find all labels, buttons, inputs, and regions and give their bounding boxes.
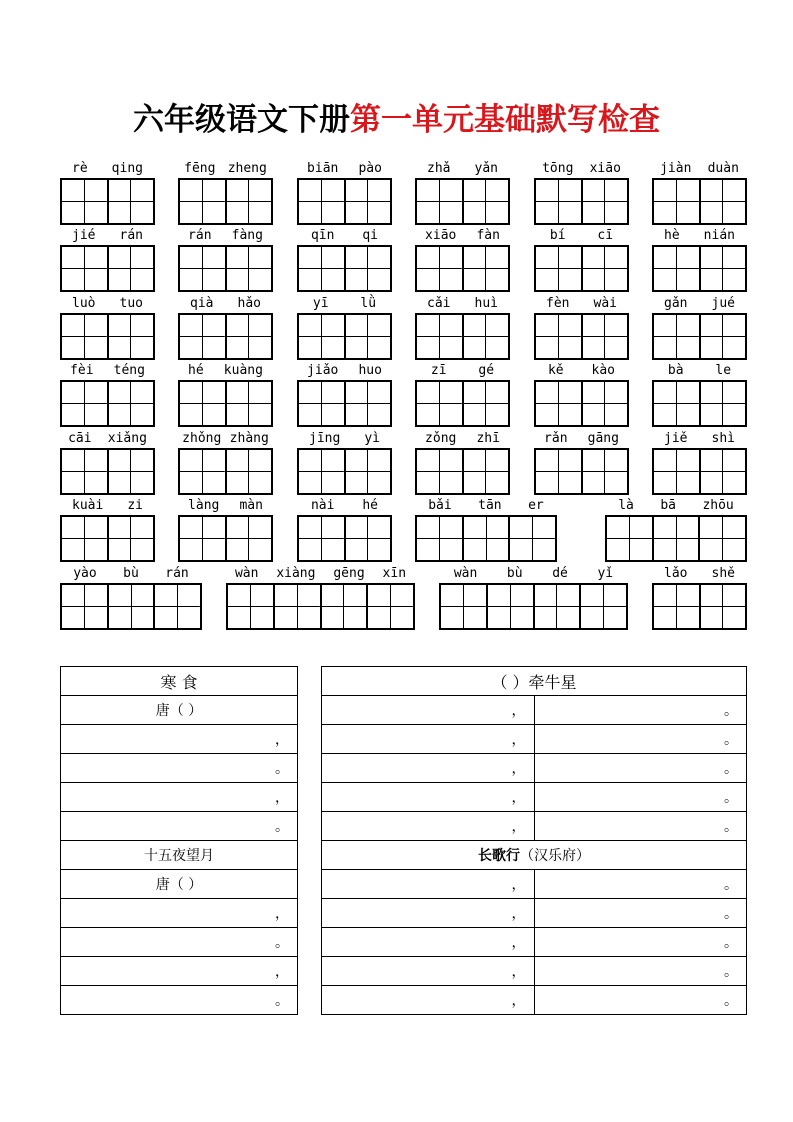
pinyin-syllable: zi	[127, 497, 143, 513]
pinyin-label	[297, 294, 392, 312]
character-cell[interactable]	[536, 247, 581, 290]
character-cell[interactable]	[536, 315, 581, 358]
tianzige-box[interactable]	[297, 515, 392, 562]
pinyin-syllable: jīng	[309, 430, 341, 446]
tianzige-box[interactable]	[226, 583, 415, 630]
pinyin-label	[60, 361, 155, 379]
poem-half-line-blank[interactable]: 。	[534, 899, 747, 928]
pinyin-syllable: zhōu	[702, 497, 734, 513]
tianzige-box[interactable]	[60, 245, 155, 292]
character-cell[interactable]	[508, 517, 555, 560]
tianzige-box[interactable]	[415, 313, 510, 360]
title-unit: 第一单元基础默写检查	[350, 102, 660, 138]
poem-title-shiwuye: 十五夜望月	[61, 841, 298, 870]
character-cell[interactable]	[107, 450, 154, 493]
poem-half-line-blank[interactable]: 。	[534, 957, 747, 986]
tianzige-box[interactable]	[297, 245, 392, 292]
character-cell[interactable]	[153, 585, 200, 628]
pinyin-syllable: wàn	[453, 565, 478, 581]
pinyin-label	[415, 361, 510, 379]
character-cell[interactable]	[180, 517, 225, 560]
pinyin-syllable: hè	[664, 227, 680, 243]
poem-half-line-blank[interactable]: 。	[534, 812, 747, 841]
pinyin-syllable: là	[618, 497, 634, 513]
pinyin-syllable: lǎo	[664, 565, 688, 581]
character-cell[interactable]	[462, 382, 509, 425]
pinyin-label	[652, 226, 747, 244]
pinyin-label	[534, 159, 629, 177]
pinyin-syllable: yǐ	[597, 565, 614, 581]
pinyin-syllable: lǜ	[360, 295, 377, 311]
pinyin-syllable: tōng	[542, 160, 574, 176]
poem-half-line-blank[interactable]: 。	[534, 986, 747, 1015]
pinyin-syllable: qi	[362, 227, 379, 243]
pinyin-syllable: xīn	[382, 565, 407, 581]
character-cell[interactable]	[581, 180, 628, 223]
character-cell[interactable]	[462, 247, 509, 290]
pinyin-syllable: le	[715, 362, 732, 378]
character-cell[interactable]	[62, 382, 107, 425]
pinyin-label	[415, 294, 510, 312]
character-cell[interactable]	[462, 180, 509, 223]
pinyin-syllable: xiāo	[589, 160, 621, 176]
poem-half-line-blank[interactable]: ，	[322, 870, 535, 899]
pinyin-syllable: yī	[312, 295, 329, 311]
pinyin-syllable: wàn	[234, 565, 259, 581]
character-cell[interactable]	[344, 315, 391, 358]
character-cell[interactable]	[581, 382, 628, 425]
tianzige-box[interactable]	[415, 448, 510, 495]
pinyin-syllable: gǎn	[664, 295, 688, 311]
poem-line-blank[interactable]: 。	[61, 754, 298, 783]
tianzige-box[interactable]	[60, 515, 155, 562]
pinyin-syllable: hé	[362, 497, 379, 513]
tianzige-box[interactable]	[534, 380, 629, 427]
pinyin-label	[60, 226, 155, 244]
tianzige-box[interactable]	[534, 313, 629, 360]
poem-half-line-blank[interactable]: 。	[534, 783, 747, 812]
tianzige-box[interactable]	[60, 178, 155, 225]
character-cell[interactable]	[180, 382, 225, 425]
pinyin-syllable: rán	[188, 227, 212, 243]
character-cell[interactable]	[107, 180, 154, 223]
character-cell[interactable]	[180, 450, 225, 493]
poem-line-blank[interactable]: ，	[61, 899, 298, 928]
pinyin-label	[652, 294, 747, 312]
tianzige-box[interactable]	[652, 178, 747, 225]
pinyin-syllable: zhī	[476, 430, 500, 446]
pinyin-syllable: kào	[591, 362, 616, 378]
title-grade: 六年级语文下册	[133, 102, 350, 138]
character-cell[interactable]	[62, 247, 107, 290]
character-cell[interactable]	[654, 382, 699, 425]
character-cell[interactable]	[462, 450, 509, 493]
poem-half-line-blank[interactable]: ，	[322, 986, 535, 1015]
pinyin-syllable: bǎi	[428, 497, 452, 513]
tianzige-box[interactable]	[652, 448, 747, 495]
character-cell[interactable]	[654, 450, 699, 493]
pinyin-label	[60, 159, 155, 177]
character-cell[interactable]	[699, 450, 746, 493]
character-cell[interactable]	[366, 585, 413, 628]
pinyin-syllable: téng	[113, 362, 145, 378]
character-cell[interactable]	[417, 180, 462, 223]
pinyin-syllable: fàn	[476, 227, 500, 243]
character-cell[interactable]	[180, 247, 225, 290]
pinyin-syllable: bù	[123, 565, 139, 581]
poem-title-changgexing-note: （汉乐府）	[520, 848, 590, 864]
character-cell[interactable]	[533, 585, 580, 628]
character-cell[interactable]	[652, 517, 699, 560]
pinyin-syllable: qià	[190, 295, 214, 311]
character-cell[interactable]	[581, 315, 628, 358]
pinyin-label	[534, 226, 629, 244]
pinyin-syllable: jiě	[664, 430, 688, 446]
character-cell[interactable]	[654, 247, 699, 290]
character-cell[interactable]	[462, 517, 509, 560]
pinyin-label	[178, 361, 273, 379]
tianzige-box[interactable]	[297, 448, 392, 495]
pinyin-syllable: fèn	[546, 295, 570, 311]
character-cell[interactable]	[62, 517, 107, 560]
character-cell[interactable]	[699, 315, 746, 358]
pinyin-syllable: zǒng	[425, 430, 457, 446]
pinyin-syllable: huì	[474, 295, 498, 311]
pinyin-label	[178, 226, 273, 244]
tianzige-box[interactable]	[652, 245, 747, 292]
character-cell[interactable]	[417, 247, 462, 290]
poem-line-blank[interactable]: 。	[61, 986, 298, 1015]
pinyin-syllable: gēng	[333, 565, 365, 581]
tianzige-box[interactable]	[178, 313, 273, 360]
tianzige-box[interactable]	[178, 515, 273, 562]
character-cell[interactable]	[225, 517, 272, 560]
pinyin-label	[652, 159, 747, 177]
pinyin-syllable: fàng	[231, 227, 263, 243]
pinyin-syllable: shì	[711, 430, 735, 446]
pinyin-label	[178, 496, 273, 514]
poem-title-changgexing	[322, 841, 747, 870]
pinyin-syllable: bà	[667, 362, 684, 378]
character-cell[interactable]	[462, 315, 509, 358]
character-cell[interactable]	[486, 585, 533, 628]
pinyin-label	[534, 361, 629, 379]
pinyin-syllable: yì	[364, 430, 380, 446]
character-cell[interactable]	[699, 247, 746, 290]
pinyin-syllable: bí	[549, 227, 566, 243]
pinyin-syllable: bù	[506, 565, 523, 581]
pinyin-syllable: xiàng	[276, 565, 316, 581]
pinyin-syllable: kuài	[72, 497, 104, 513]
poem-author-hanshi[interactable]: 唐（ ）	[61, 696, 298, 725]
character-cell[interactable]	[225, 450, 272, 493]
tianzige-box[interactable]	[178, 380, 273, 427]
poem-half-line-blank[interactable]: 。	[534, 696, 747, 725]
pinyin-syllable: tān	[478, 497, 502, 513]
character-cell[interactable]	[320, 585, 367, 628]
character-cell[interactable]	[654, 180, 699, 223]
pinyin-syllable: hǎo	[237, 295, 261, 311]
pinyin-syllable: shě	[711, 565, 735, 581]
pinyin-syllable: yào	[73, 565, 97, 581]
character-cell[interactable]	[581, 247, 628, 290]
tianzige-box[interactable]	[534, 245, 629, 292]
pinyin-label	[439, 564, 628, 582]
character-cell[interactable]	[299, 450, 344, 493]
character-cell[interactable]	[62, 450, 107, 493]
character-cell[interactable]	[344, 180, 391, 223]
character-cell[interactable]	[344, 517, 391, 560]
pinyin-label	[60, 496, 155, 514]
character-cell[interactable]	[417, 315, 462, 358]
tianzige-box[interactable]	[297, 380, 392, 427]
pinyin-syllable: kě	[547, 362, 564, 378]
pinyin-syllable: màn	[239, 497, 263, 513]
tianzige-box[interactable]	[60, 583, 202, 630]
tianzige-box[interactable]	[415, 178, 510, 225]
tianzige-box[interactable]	[60, 313, 155, 360]
poem-half-line-blank[interactable]: ，	[322, 957, 535, 986]
pinyin-label	[226, 564, 415, 582]
character-cell[interactable]	[699, 382, 746, 425]
tianzige-box[interactable]	[60, 380, 155, 427]
character-cell[interactable]	[299, 517, 344, 560]
character-cell[interactable]	[417, 517, 462, 560]
pinyin-syllable: rán	[119, 227, 143, 243]
pinyin-label	[652, 361, 747, 379]
tianzige-box[interactable]	[60, 448, 155, 495]
character-cell[interactable]	[225, 247, 272, 290]
poem-half-line-blank[interactable]: ，	[322, 725, 535, 754]
character-cell[interactable]	[654, 315, 699, 358]
tianzige-box[interactable]	[534, 448, 629, 495]
pinyin-syllable: duàn	[707, 160, 739, 176]
pinyin-label	[652, 429, 747, 447]
character-cell[interactable]	[107, 517, 154, 560]
pinyin-syllable: zhàng	[229, 430, 269, 446]
poem-half-line-blank[interactable]: ，	[322, 696, 535, 725]
right-poem-table	[321, 666, 747, 1015]
poem-line-blank[interactable]: ，	[61, 783, 298, 812]
character-cell[interactable]	[441, 585, 486, 628]
character-cell[interactable]	[536, 382, 581, 425]
character-cell[interactable]	[417, 382, 462, 425]
poem-half-line-blank[interactable]: ，	[322, 754, 535, 783]
pinyin-syllable: qīn	[310, 227, 335, 243]
left-poem-table	[60, 666, 298, 1015]
pinyin-syllable: jué	[711, 295, 735, 311]
character-cell[interactable]	[699, 585, 746, 628]
pinyin-label	[178, 429, 273, 447]
character-cell[interactable]	[299, 315, 344, 358]
poem-half-line-blank[interactable]: ，	[322, 899, 535, 928]
pinyin-label	[534, 429, 629, 447]
tianzige-box[interactable]	[415, 515, 557, 562]
character-cell[interactable]	[344, 450, 391, 493]
character-cell[interactable]	[344, 247, 391, 290]
character-cell[interactable]	[299, 247, 344, 290]
poem-half-line-blank[interactable]: ，	[322, 783, 535, 812]
pinyin-syllable: rǎn	[544, 430, 568, 446]
pinyin-syllable: làng	[188, 497, 220, 513]
pinyin-syllable: hé	[188, 362, 204, 378]
pinyin-syllable: luò	[72, 295, 96, 311]
character-cell[interactable]	[62, 585, 107, 628]
poem-author-shiwuye[interactable]: 唐（ ）	[61, 870, 298, 899]
character-cell[interactable]	[699, 180, 746, 223]
pinyin-syllable: gāng	[587, 430, 619, 446]
pinyin-label	[415, 496, 557, 514]
pinyin-label	[415, 429, 510, 447]
pinyin-syllable: cāi	[68, 430, 92, 446]
pinyin-syllable: kuàng	[223, 362, 263, 378]
pinyin-label	[60, 564, 202, 582]
pinyin-syllable: jiàn	[660, 160, 692, 176]
pinyin-syllable: jié	[72, 227, 96, 243]
tianzige-box[interactable]	[652, 380, 747, 427]
tianzige-box[interactable]	[652, 583, 747, 630]
poem-line-blank[interactable]: 。	[61, 812, 298, 841]
pinyin-syllable: zī	[430, 362, 447, 378]
character-cell[interactable]	[180, 180, 225, 223]
pinyin-syllable: qing	[111, 160, 143, 176]
tianzige-box[interactable]	[439, 583, 628, 630]
poem-half-line-blank[interactable]: ，	[322, 812, 535, 841]
character-cell[interactable]	[654, 585, 699, 628]
pinyin-syllable: rè	[72, 160, 88, 176]
character-cell[interactable]	[107, 247, 154, 290]
pinyin-label	[415, 226, 510, 244]
pinyin-label	[297, 361, 392, 379]
pinyin-syllable: zhǎ	[427, 160, 451, 176]
poem-half-line-blank[interactable]: ，	[322, 928, 535, 957]
character-cell[interactable]	[273, 585, 320, 628]
pinyin-syllable: zheng	[227, 160, 267, 176]
tianzige-box[interactable]	[178, 245, 273, 292]
pinyin-syllable: fēng	[184, 160, 216, 176]
pinyin-syllable: xiǎng	[107, 430, 147, 446]
pinyin-label	[178, 294, 273, 312]
poem-half-line-blank[interactable]: 。	[534, 725, 747, 754]
character-cell[interactable]	[225, 315, 272, 358]
pinyin-label	[297, 429, 392, 447]
tianzige-box[interactable]	[178, 178, 273, 225]
poem-half-line-blank[interactable]: 。	[534, 928, 747, 957]
character-cell[interactable]	[698, 517, 745, 560]
pinyin-syllable: rán	[165, 565, 189, 581]
tianzige-box[interactable]	[605, 515, 747, 562]
pinyin-syllable: yǎn	[474, 160, 498, 176]
pinyin-label	[178, 159, 273, 177]
pinyin-label	[415, 159, 510, 177]
pinyin-syllable: cǎi	[427, 295, 451, 311]
character-cell[interactable]	[62, 180, 107, 223]
pinyin-label	[605, 496, 747, 514]
poem-title-qianniuxing: （ ）牵牛星	[322, 667, 747, 696]
poem-line-blank[interactable]: ，	[61, 725, 298, 754]
character-cell[interactable]	[344, 382, 391, 425]
pinyin-label	[652, 564, 747, 582]
pinyin-label	[297, 159, 392, 177]
poem-half-line-blank[interactable]: 。	[534, 754, 747, 783]
poem-title-changgexing-bold: 长歌行	[478, 848, 520, 864]
character-cell[interactable]	[107, 585, 154, 628]
character-cell[interactable]	[228, 585, 273, 628]
pinyin-label	[534, 294, 629, 312]
pinyin-syllable: biān	[307, 160, 339, 176]
pinyin-syllable: zhǒng	[182, 430, 222, 446]
pinyin-syllable: nài	[310, 497, 335, 513]
pinyin-syllable: bā	[660, 497, 676, 513]
pinyin-syllable: tuo	[119, 295, 143, 311]
pinyin-syllable: cī	[597, 227, 614, 243]
pinyin-syllable: jiǎo	[307, 362, 339, 378]
poem-half-line-blank[interactable]: 。	[534, 870, 747, 899]
pinyin-syllable: huo	[358, 362, 382, 378]
pinyin-syllable: gé	[478, 362, 495, 378]
pinyin-syllable: pào	[358, 160, 382, 176]
pinyin-syllable: nián	[703, 227, 735, 243]
character-cell[interactable]	[417, 450, 462, 493]
pinyin-label	[60, 429, 155, 447]
poem-line-blank[interactable]: 。	[61, 928, 298, 957]
poem-line-blank[interactable]: ，	[61, 957, 298, 986]
tianzige-box[interactable]	[652, 313, 747, 360]
character-cell[interactable]	[299, 382, 344, 425]
character-cell[interactable]	[225, 382, 272, 425]
character-cell[interactable]	[62, 315, 107, 358]
pinyin-syllable: wài	[593, 295, 617, 311]
tianzige-box[interactable]	[297, 313, 392, 360]
character-cell[interactable]	[180, 315, 225, 358]
tianzige-box[interactable]	[415, 245, 510, 292]
pinyin-label	[297, 496, 392, 514]
character-cell[interactable]	[579, 585, 626, 628]
tianzige-box[interactable]	[178, 448, 273, 495]
tianzige-box[interactable]	[297, 178, 392, 225]
pinyin-label	[297, 226, 392, 244]
character-cell[interactable]	[536, 450, 581, 493]
character-cell[interactable]	[536, 180, 581, 223]
pinyin-syllable: fèi	[70, 362, 94, 378]
pinyin-syllable: dé	[552, 565, 568, 581]
character-cell[interactable]	[107, 315, 154, 358]
pinyin-label	[60, 294, 155, 312]
poem-title-hanshi: 寒 食	[61, 667, 298, 696]
character-cell[interactable]	[299, 180, 344, 223]
character-cell[interactable]	[607, 517, 652, 560]
pinyin-syllable: xiāo	[425, 227, 457, 243]
tianzige-box[interactable]	[534, 178, 629, 225]
character-cell[interactable]	[107, 382, 154, 425]
tianzige-box[interactable]	[415, 380, 510, 427]
character-cell[interactable]	[225, 180, 272, 223]
pinyin-syllable: er	[528, 497, 544, 513]
character-cell[interactable]	[581, 450, 628, 493]
